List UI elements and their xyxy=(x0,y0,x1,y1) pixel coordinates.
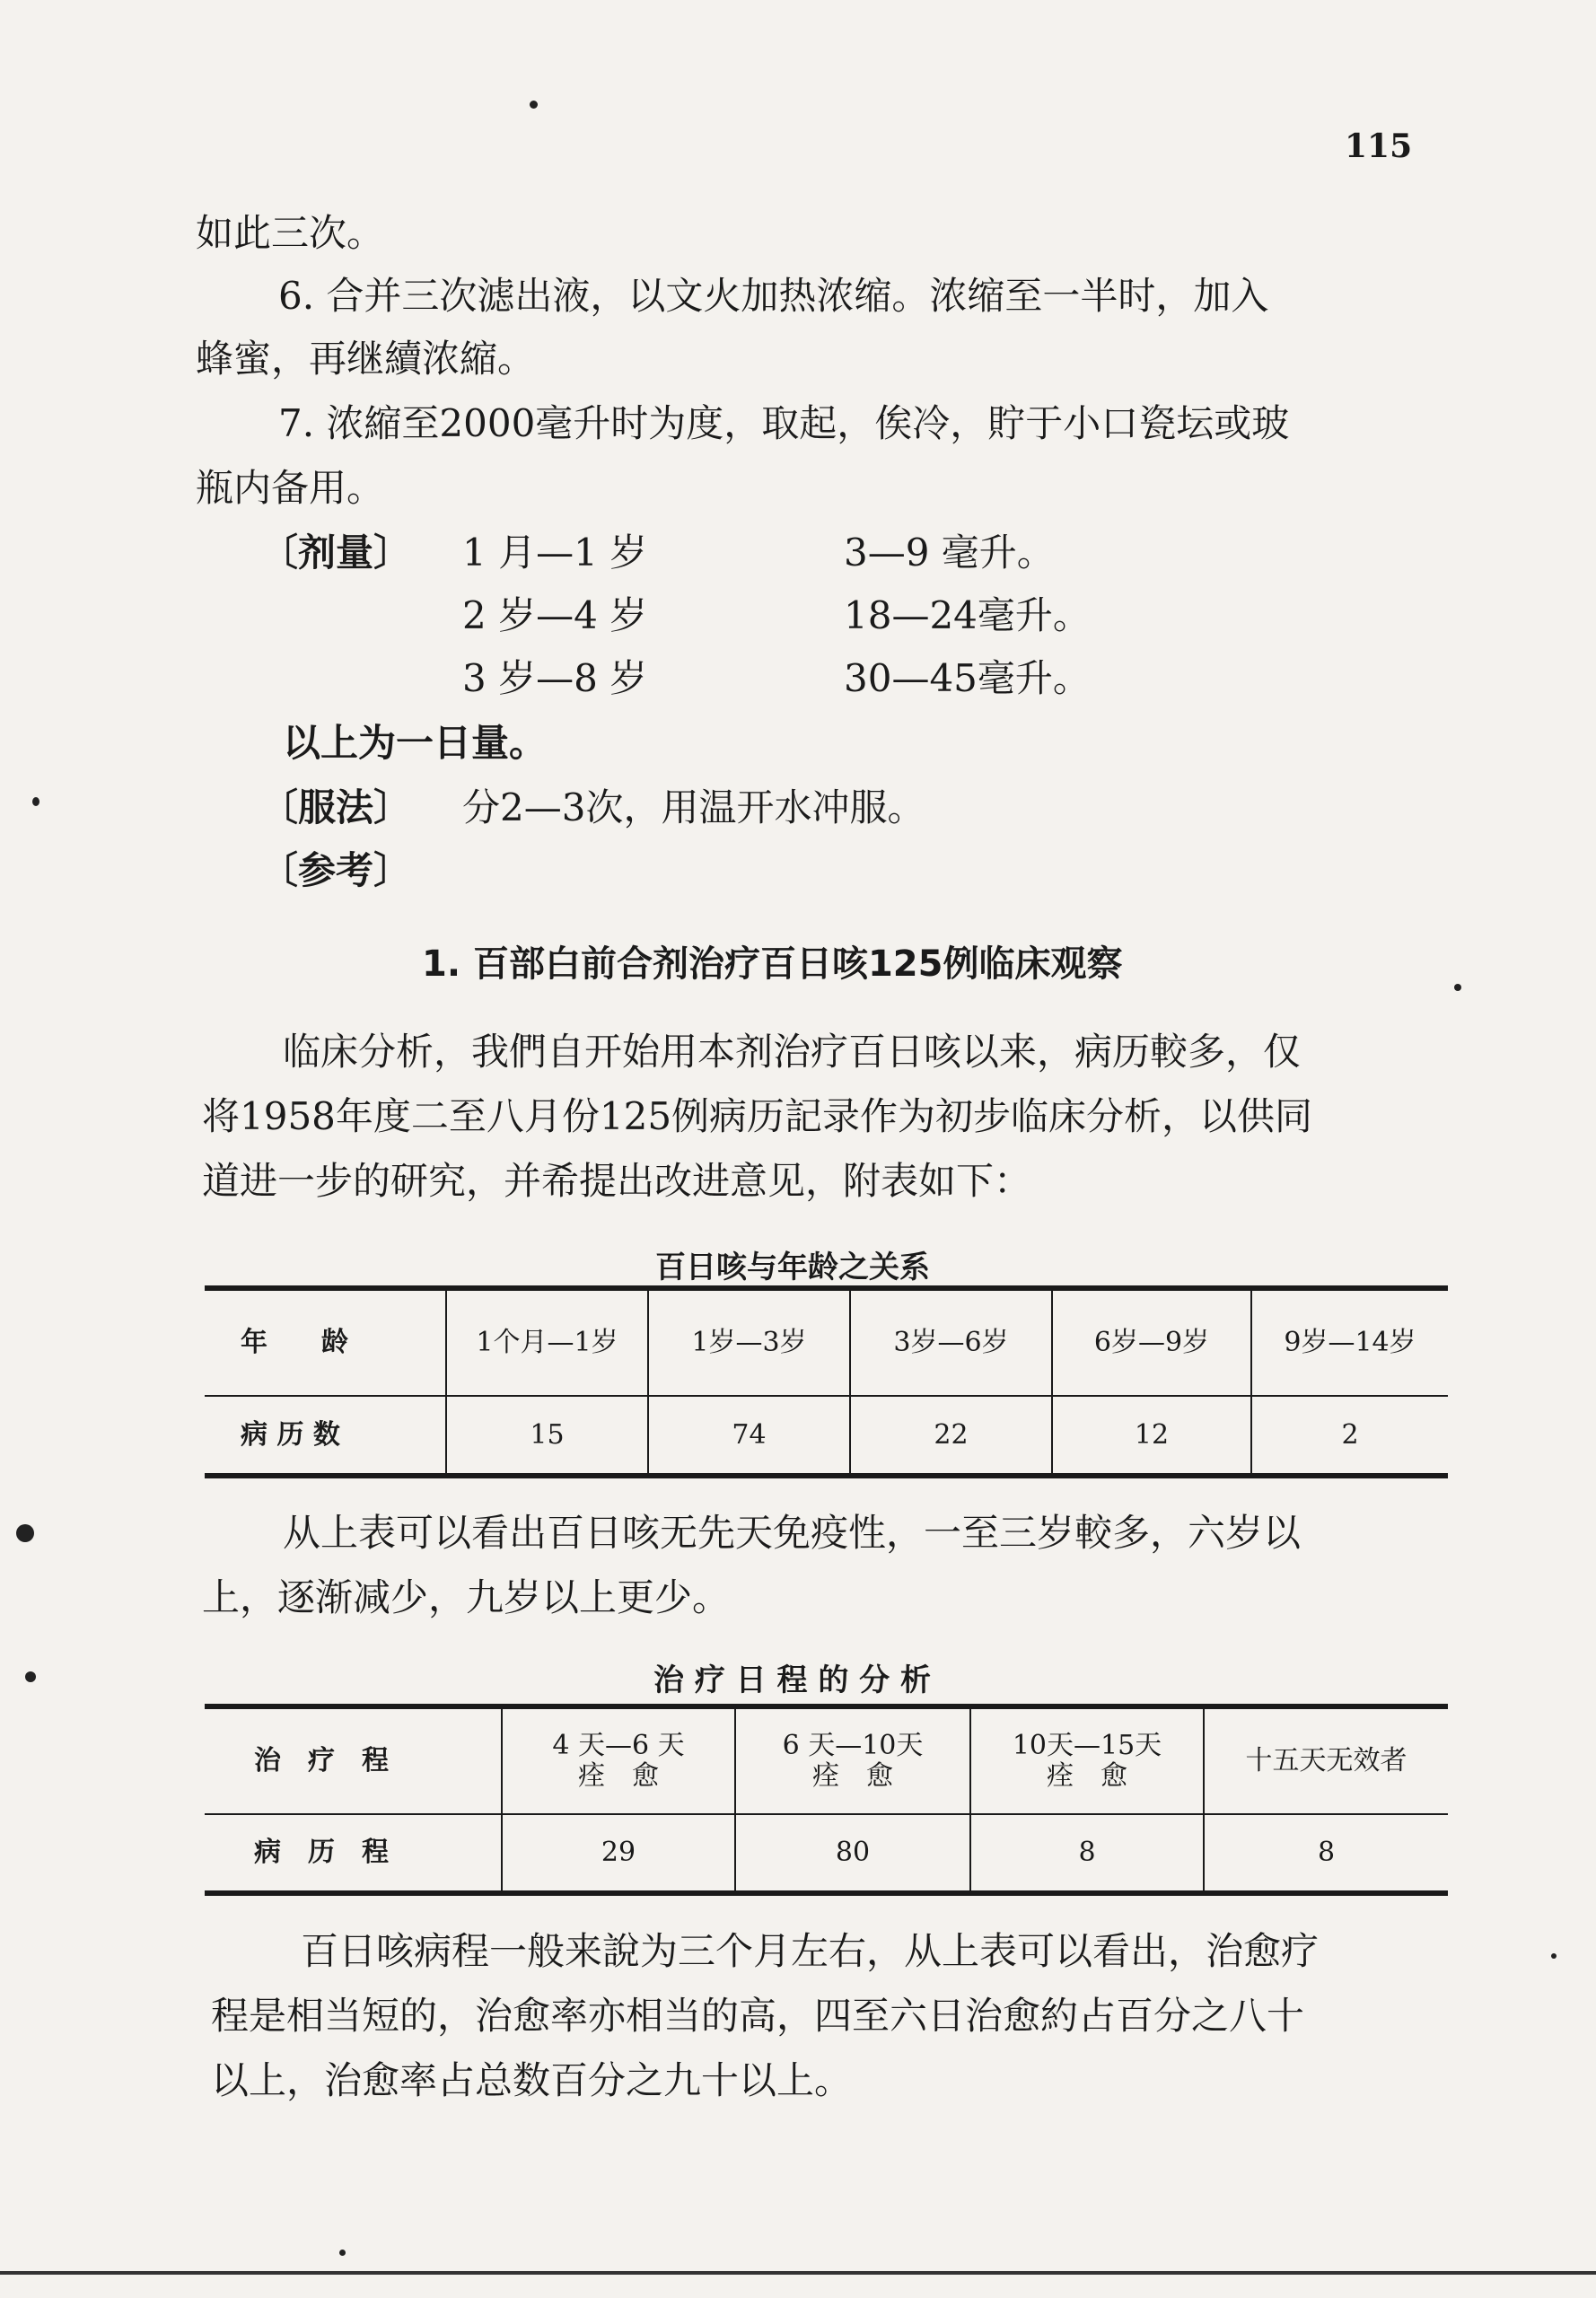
row-header: 病 历 程 xyxy=(254,1837,389,1868)
paragraph-line: 7. 浓縮至2000毫升时为度，取起，俟冷，貯于小口瓷坛或玻 xyxy=(278,401,1290,445)
row-header: 治 疗 程 xyxy=(254,1745,389,1776)
table-bottom-rule xyxy=(205,1890,1448,1896)
table-cell: 74 xyxy=(732,1418,767,1451)
dosage-note: 以上为一日量。 xyxy=(283,721,548,765)
dosage-label: 〔剂量〕 xyxy=(260,531,412,574)
scan-speck xyxy=(530,101,538,109)
age-relation-table xyxy=(205,1285,1448,1478)
table-title: 治 疗 日 程 的 分 析 xyxy=(653,1662,932,1698)
dosage-amount: 3—9 毫升。 xyxy=(844,531,1055,574)
usage-label: 〔服法〕 xyxy=(260,785,412,829)
section-heading: 1. 百部白前合剂治疗百日咳125例临床观察 xyxy=(422,943,1123,985)
column-header xyxy=(736,1709,969,1813)
scan-speck xyxy=(25,1671,36,1682)
column-header-top: 4 天—6 天 xyxy=(552,1730,685,1761)
scan-speck xyxy=(1454,984,1461,991)
column-header: 6岁—9岁 xyxy=(1093,1327,1210,1358)
column-header-top: 6 天—10天 xyxy=(782,1730,924,1761)
dosage-age: 1 月—1 岁 xyxy=(462,531,648,574)
row-header: 病 历 数 xyxy=(241,1418,340,1451)
paragraph-line: 临床分析，我們自开始用本剂治疗百日咳以来，病历較多，仅 xyxy=(283,1030,1302,1074)
paragraph-line: 蜂蜜，再继續浓縮。 xyxy=(196,337,536,381)
column-header-bottom: 痊 愈 xyxy=(812,1760,893,1792)
table-cell: 12 xyxy=(1134,1418,1170,1451)
column-header: 1岁—3岁 xyxy=(691,1327,807,1358)
table-cell: 8 xyxy=(1078,1837,1096,1868)
column-header xyxy=(1205,1709,1448,1813)
reference-label: 〔参考〕 xyxy=(260,848,412,892)
paragraph-line: 瓶内备用。 xyxy=(196,466,385,510)
scan-speck xyxy=(16,1524,34,1542)
treatment-duration-table xyxy=(205,1704,1448,1896)
paragraph-line: 6. 合并三次滤出液，以文火加热浓缩。浓缩至一半时，加入 xyxy=(278,274,1269,318)
row-header: 年 龄 xyxy=(241,1327,348,1358)
column-header xyxy=(503,1709,734,1813)
dosage-amount: 18—24毫升。 xyxy=(844,593,1091,637)
dosage-age: 2 岁—4 岁 xyxy=(462,593,648,637)
paragraph-line: 道进一步的研究，并希提出改进意见，附表如下： xyxy=(202,1159,1032,1203)
column-header-bottom: 痊 愈 xyxy=(578,1760,659,1792)
column-header: 3岁—6岁 xyxy=(893,1327,1009,1358)
paragraph-line: 以上，治愈率占总数百分之九十以上。 xyxy=(211,2058,853,2102)
paragraph-line: 将1958年度二至八月份125例病历記录作为初步临床分析，以供同 xyxy=(202,1094,1313,1138)
page-bottom-edge xyxy=(0,2271,1596,2275)
page-number: 115 xyxy=(1345,127,1413,165)
column-header: 9岁—14岁 xyxy=(1284,1327,1416,1358)
paragraph-line: 如此三次。 xyxy=(196,211,385,255)
paragraph-line: 从上表可以看出百日咳无先天免疫性，一至三岁較多，六岁以 xyxy=(283,1511,1302,1555)
usage-text: 分2—3次，用温开水冲服。 xyxy=(462,785,925,829)
table-title: 百日咳与年龄之关系 xyxy=(655,1250,930,1285)
column-header-top: 10天—15天 xyxy=(1012,1730,1162,1761)
table-cell: 22 xyxy=(934,1418,969,1451)
dosage-amount: 30—45毫升。 xyxy=(844,656,1091,700)
column-header: 1个月—1岁 xyxy=(476,1327,618,1358)
table-cell: 2 xyxy=(1341,1418,1359,1451)
scan-speck xyxy=(1551,1953,1557,1959)
table-cell: 8 xyxy=(1317,1837,1336,1868)
column-header-top: 十五天无效者 xyxy=(1245,1745,1407,1776)
paragraph-line: 程是相当短的，治愈率亦相当的高，四至六日治愈約占百分之八十 xyxy=(211,1994,1305,2038)
column-header xyxy=(971,1709,1203,1813)
table-cell: 80 xyxy=(835,1837,871,1868)
column-header-bottom: 痊 愈 xyxy=(1047,1760,1127,1792)
scan-speck xyxy=(339,2250,346,2256)
table-cell: 15 xyxy=(530,1418,565,1451)
paragraph-line: 上，逐渐减少，九岁以上更少。 xyxy=(202,1575,731,1619)
scan-speck xyxy=(32,797,39,806)
paragraph-line: 百日咳病程一般来說为三个月左右，从上表可以看出，治愈疗 xyxy=(301,1929,1320,1973)
table-bottom-rule xyxy=(205,1473,1448,1478)
dosage-age: 3 岁—8 岁 xyxy=(462,656,648,700)
table-cell: 29 xyxy=(601,1837,636,1868)
